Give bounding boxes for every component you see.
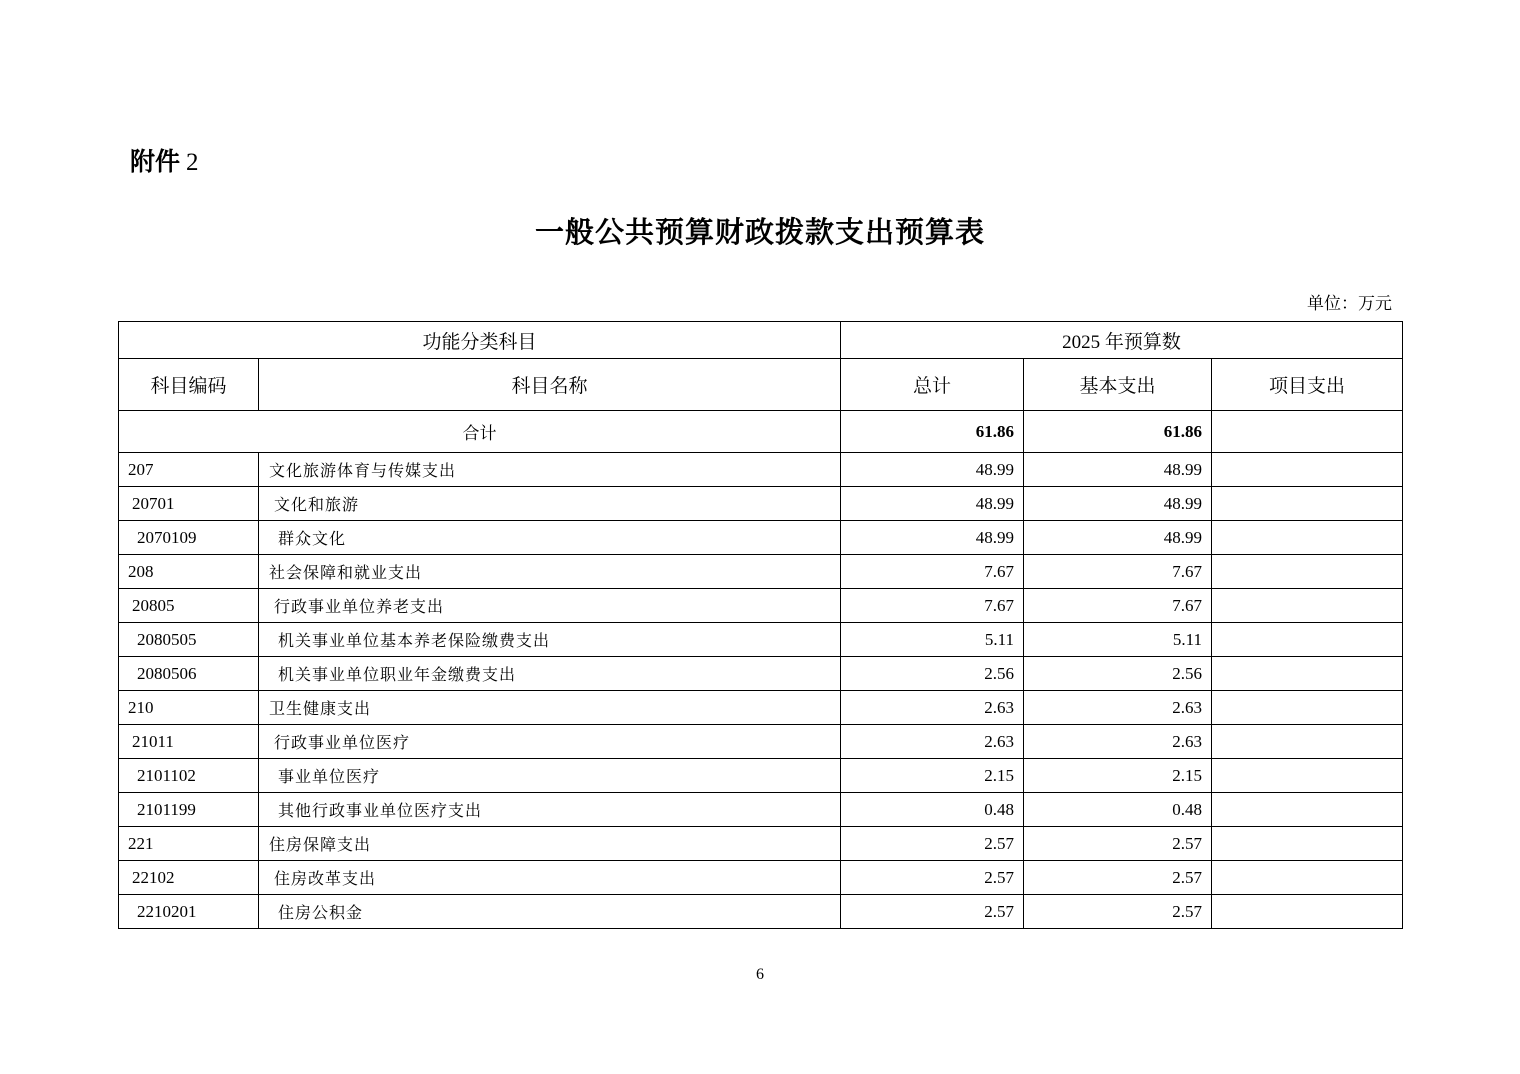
row-total: 48.99	[841, 453, 1024, 487]
table-row	[119, 555, 1403, 589]
row-name: 卫生健康支出	[259, 691, 841, 725]
row-total: 2.63	[841, 725, 1024, 759]
table-row	[119, 657, 1403, 691]
table-row	[119, 759, 1403, 793]
row-total: 0.48	[841, 793, 1024, 827]
row-project	[1212, 691, 1403, 725]
row-code: 221	[119, 827, 259, 861]
header-budget-2025: 2025 年预算数	[841, 322, 1403, 359]
row-project	[1212, 759, 1403, 793]
row-project	[1212, 555, 1403, 589]
row-project	[1212, 623, 1403, 657]
row-basic: 2.15	[1024, 759, 1212, 793]
row-name: 住房改革支出	[259, 861, 841, 895]
attachment-label	[130, 142, 199, 178]
row-name: 住房公积金	[259, 895, 841, 929]
row-code: 2080505	[119, 623, 259, 657]
row-basic: 2.57	[1024, 827, 1212, 861]
header-project: 项目支出	[1212, 359, 1403, 411]
row-basic: 2.63	[1024, 691, 1212, 725]
row-basic: 48.99	[1024, 521, 1212, 555]
row-basic: 48.99	[1024, 453, 1212, 487]
row-name: 行政事业单位养老支出	[259, 589, 841, 623]
header-group-row	[119, 322, 1403, 359]
row-total: 2.57	[841, 895, 1024, 929]
row-name: 群众文化	[259, 521, 841, 555]
row-project	[1212, 453, 1403, 487]
row-name: 行政事业单位医疗	[259, 725, 841, 759]
header-name: 科目名称	[259, 359, 841, 411]
row-code: 2070109	[119, 521, 259, 555]
row-name: 社会保障和就业支出	[259, 555, 841, 589]
table-row	[119, 623, 1403, 657]
summary-label: 合计	[119, 411, 841, 453]
table-row	[119, 521, 1403, 555]
row-code: 21011	[119, 725, 259, 759]
row-total: 48.99	[841, 521, 1024, 555]
table-row	[119, 793, 1403, 827]
row-project	[1212, 827, 1403, 861]
row-name: 住房保障支出	[259, 827, 841, 861]
summary-basic: 61.86	[1024, 411, 1212, 453]
row-code: 2210201	[119, 895, 259, 929]
row-basic: 7.67	[1024, 589, 1212, 623]
summary-row	[119, 411, 1403, 453]
row-name: 机关事业单位基本养老保险缴费支出	[259, 623, 841, 657]
table-row	[119, 691, 1403, 725]
header-column-row	[119, 359, 1403, 411]
table-row	[119, 895, 1403, 929]
page-title: 一般公共预算财政拨款支出预算表	[534, 215, 985, 249]
summary-total: 61.86	[841, 411, 1024, 453]
row-total: 2.57	[841, 861, 1024, 895]
row-total: 48.99	[841, 487, 1024, 521]
row-project	[1212, 861, 1403, 895]
row-code: 210	[119, 691, 259, 725]
row-total: 2.15	[841, 759, 1024, 793]
budget-table	[118, 321, 1403, 929]
row-basic: 2.63	[1024, 725, 1212, 759]
row-basic: 5.11	[1024, 623, 1212, 657]
row-name: 其他行政事业单位医疗支出	[259, 793, 841, 827]
table-row	[119, 589, 1403, 623]
row-basic: 7.67	[1024, 555, 1212, 589]
row-project	[1212, 589, 1403, 623]
unit-label: 单位：万元	[1307, 294, 1392, 314]
row-code: 208	[119, 555, 259, 589]
attachment-text: 附件	[130, 147, 181, 176]
table-row	[119, 725, 1403, 759]
table-row	[119, 827, 1403, 861]
row-code: 2101199	[119, 793, 259, 827]
header-functional-classification: 功能分类科目	[119, 322, 841, 359]
row-code: 2101102	[119, 759, 259, 793]
row-basic: 2.57	[1024, 895, 1212, 929]
row-project	[1212, 895, 1403, 929]
row-name: 事业单位医疗	[259, 759, 841, 793]
row-total: 5.11	[841, 623, 1024, 657]
row-code: 20701	[119, 487, 259, 521]
row-project	[1212, 793, 1403, 827]
table-row	[119, 861, 1403, 895]
row-name: 文化和旅游	[259, 487, 841, 521]
row-basic: 48.99	[1024, 487, 1212, 521]
row-total: 2.63	[841, 691, 1024, 725]
row-code: 20805	[119, 589, 259, 623]
row-name: 机关事业单位职业年金缴费支出	[259, 657, 841, 691]
row-total: 2.56	[841, 657, 1024, 691]
row-total: 7.67	[841, 555, 1024, 589]
row-name: 文化旅游体育与传媒支出	[259, 453, 841, 487]
row-total: 2.57	[841, 827, 1024, 861]
header-basic: 基本支出	[1024, 359, 1212, 411]
summary-project	[1212, 411, 1403, 453]
row-total: 7.67	[841, 589, 1024, 623]
row-code: 2080506	[119, 657, 259, 691]
row-code: 22102	[119, 861, 259, 895]
row-basic: 0.48	[1024, 793, 1212, 827]
table-row	[119, 453, 1403, 487]
row-project	[1212, 521, 1403, 555]
page-number: 6	[756, 966, 764, 983]
row-project	[1212, 487, 1403, 521]
row-project	[1212, 657, 1403, 691]
row-basic: 2.57	[1024, 861, 1212, 895]
row-basic: 2.56	[1024, 657, 1212, 691]
attachment-number: 2	[186, 149, 199, 176]
row-code: 207	[119, 453, 259, 487]
header-total: 总计	[841, 359, 1024, 411]
table-row	[119, 487, 1403, 521]
row-project	[1212, 725, 1403, 759]
header-code: 科目编码	[119, 359, 259, 411]
